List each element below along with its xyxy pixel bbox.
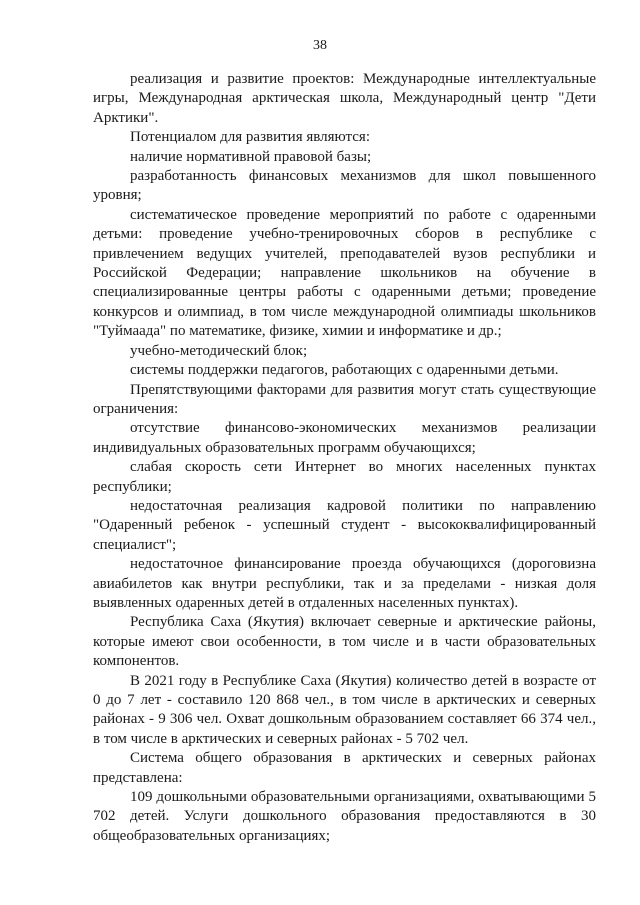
paragraph: наличие нормативной правовой базы;: [130, 148, 372, 165]
paragraph: 109 дошкольными образовательными организациями, охватывающими 5 702 детей. Услуги дошкольного образования предоставляются в 30 общеобразовательных организациях;: [93, 789, 596, 844]
paragraph: Препятствующими факторами для развития могут стать существующие ограничения:: [93, 381, 596, 417]
body-text: [93, 70, 596, 846]
page-number: 38: [313, 38, 327, 53]
paragraph: отсутствие финансово-экономических механизмов реализации индивидуальных образовательных программ обучающихся;: [93, 420, 596, 456]
paragraph: недостаточное финансирование проезда обучающихся (дороговизна авиабилетов как внутри республики, так и за пределами - низкая доля выявленных одаренных детей в отдаленных населенных пунктах).: [93, 556, 596, 611]
paragraph: учебно-методический блок;: [130, 342, 308, 359]
paragraph: Республика Саха (Якутия) включает северные и арктические районы, которые имеют свои особенности, в том числе и в части образовательных компонентов.: [93, 614, 596, 670]
paragraph: Потенциалом для развития являются:: [130, 129, 370, 146]
paragraph: систематическое проведение мероприятий по работе с одаренными детьми: проведение учебно-тренировочных сборов в республике с привлечением ведущих учителей, преподавателей вузов республики и Российской Федерации; направление школьников на обучение в специализированные центры работы с одаренными детьми; проведение конкурсов и олимпиад, в том числе международной олимпиады школьников "Туймаада" по математике, физике, химии и информатике и др.;: [93, 206, 596, 340]
paragraph: Система общего образования в арктических и северных районах представлена:: [93, 750, 596, 786]
paragraph: слабая скорость сети Интернет во многих населенных пунктах республики;: [93, 459, 596, 495]
paragraph: недостаточная реализация кадровой политики по направлению "Одаренный ребенок - успешный студент - высококвалифицированный специалист";: [93, 497, 596, 553]
paragraph: В 2021 году в Республике Саха (Якутия) количество детей в возрасте от 0 до 7 лет - составило 120 868 чел., в том числе в арктических и северных районах - 9 306 чел. Охват дошкольным образованием составляет 66 374 чел., в том числе в арктических и северных районах - 5 702 чел.: [93, 672, 596, 747]
paragraph: реализация и развитие проектов: Международные интеллектуальные игры, Международная арктическая школа, Международный центр "Дети Арктики".: [93, 71, 596, 126]
paragraph: разработанность финансовых механизмов для школ повышенного уровня;: [93, 168, 596, 204]
paragraph: системы поддержки педагогов, работающих с одаренными детьми.: [130, 362, 559, 379]
